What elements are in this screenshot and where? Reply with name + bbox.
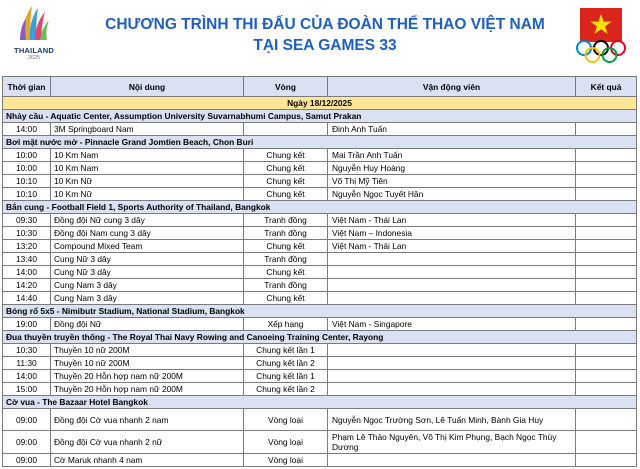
cell-event: 10 Km Nam — [51, 149, 244, 162]
cell-event: Thuyền 20 Hỗn hợp nam nữ 200M — [51, 383, 244, 396]
table-row — [3, 162, 637, 175]
cell-result — [576, 175, 637, 188]
logo-text: THAILAND — [14, 46, 54, 55]
schedule-table — [2, 76, 637, 467]
cell-round: Chung kết — [244, 149, 328, 162]
cell-athletes — [328, 454, 576, 467]
cell-round: Chung kết — [244, 240, 328, 253]
cell-athletes: Đinh Anh Tuấn — [328, 123, 576, 136]
cell-event: Compound Mixed Team — [51, 240, 244, 253]
cell-event: Đồng đội Nam cung 3 dây — [51, 227, 244, 240]
cell-round: Xếp hạng — [244, 318, 328, 331]
cell-result — [576, 123, 637, 136]
table-row — [3, 370, 637, 383]
cell-event: 10 Km Nữ — [51, 188, 244, 201]
venue-label: Cờ vua - The Bazaar Hotel Bangkok — [3, 396, 637, 409]
table-row — [3, 188, 637, 201]
cell-event: Đồng đội Nữ cung 3 dây — [51, 214, 244, 227]
cell-time: 13:20 — [3, 240, 51, 253]
cell-result — [576, 214, 637, 227]
cell-athletes — [328, 370, 576, 383]
cell-time: 10:10 — [3, 175, 51, 188]
cell-athletes — [328, 266, 576, 279]
cell-round: Vòng loại — [244, 409, 328, 431]
cell-round: Chung kết lần 2 — [244, 357, 328, 370]
table-row — [3, 149, 637, 162]
venue-row — [3, 396, 637, 409]
cell-athletes: Nguyễn Huy Hoàng — [328, 162, 576, 175]
cell-round: Vòng loại — [244, 454, 328, 467]
cell-athletes: Mai Trần Anh Tuấn — [328, 149, 576, 162]
cell-athletes: Nguyễn Ngọc Trường Sơn, Lê Tuấn Minh, Bành Gia Huy — [328, 409, 576, 431]
venue-label: Nhảy cầu - Aquatic Center, Assumption University Suvarnabhumi Campus, Samut Prakan — [3, 110, 637, 123]
cell-event: Đồng đội Nữ — [51, 318, 244, 331]
cell-event: 10 Km Nam — [51, 162, 244, 175]
cell-event: Cung Nam 3 dây — [51, 292, 244, 305]
title-line-2: TẠI SEA GAMES 33 — [253, 37, 397, 54]
table-row — [3, 214, 637, 227]
cell-event: Đồng đội Cờ vua nhanh 2 nữ — [51, 431, 244, 454]
cell-event: 10 Km Nữ — [51, 175, 244, 188]
table-row — [3, 292, 637, 305]
cell-result — [576, 357, 637, 370]
cell-time: 14:00 — [3, 266, 51, 279]
cell-time: 13:40 — [3, 253, 51, 266]
table-row — [3, 279, 637, 292]
venue-row — [3, 110, 637, 123]
cell-round: Chung kết — [244, 188, 328, 201]
cell-result — [576, 409, 637, 431]
venue-row — [3, 136, 637, 149]
cell-time: 09:00 — [3, 431, 51, 454]
cell-athletes — [328, 383, 576, 396]
header-event: Nội dung — [51, 77, 244, 97]
cell-athletes: Võ Thị Mỹ Tiên — [328, 175, 576, 188]
schedule-body — [3, 97, 637, 467]
cell-time: 11:30 — [3, 357, 51, 370]
cell-result — [576, 240, 637, 253]
cell-athletes — [328, 292, 576, 305]
sea-games-logo — [6, 4, 62, 64]
cell-time: 14:20 — [3, 279, 51, 292]
cell-event: Thuyền 10 nữ 200M — [51, 344, 244, 357]
cell-round: Tranh đồng — [244, 227, 328, 240]
cell-result — [576, 292, 637, 305]
venue-row — [3, 331, 637, 344]
cell-event: Cờ Maruk nhanh 4 nam — [51, 454, 244, 467]
table-row — [3, 357, 637, 370]
cell-round: Chung kết — [244, 162, 328, 175]
cell-time: 15:00 — [3, 383, 51, 396]
cell-time: 09:30 — [3, 214, 51, 227]
cell-event: Cung Nữ 3 dây — [51, 266, 244, 279]
venue-label: Bơi mặt nước mở - Pinnacle Grand Jomtien Beach, Chon Buri — [3, 136, 637, 149]
cell-result — [576, 149, 637, 162]
cell-time: 09:00 — [3, 409, 51, 431]
header-time: Thời gian — [3, 77, 51, 97]
cell-athletes: Việt Nam – Indonesia — [328, 227, 576, 240]
cell-athletes: Nguyễn Ngọc Tuyết Hân — [328, 188, 576, 201]
cell-round: Chung kết lần 1 — [244, 344, 328, 357]
cell-athletes — [328, 357, 576, 370]
cell-event: Cung Nữ 3 dây — [51, 253, 244, 266]
cell-time: 10:00 — [3, 149, 51, 162]
header-athletes: Vận động viên — [328, 77, 576, 97]
logo-year: 2025 — [27, 55, 41, 61]
cell-time: 14:00 — [3, 370, 51, 383]
cell-round: Chung kết — [244, 266, 328, 279]
cell-time: 10:30 — [3, 344, 51, 357]
cell-result — [576, 266, 637, 279]
venue-row — [3, 305, 637, 318]
cell-round: Vòng loại — [244, 431, 328, 454]
cell-round: Tranh đồng — [244, 253, 328, 266]
cell-result — [576, 162, 637, 175]
cell-time: 10:00 — [3, 162, 51, 175]
header-result: Kết quả — [576, 77, 637, 97]
table-row — [3, 383, 637, 396]
table-row — [3, 344, 637, 357]
table-row — [3, 227, 637, 240]
page-header — [0, 0, 640, 72]
cell-round: Tranh đồng — [244, 279, 328, 292]
table-row — [3, 240, 637, 253]
table-row — [3, 431, 637, 454]
table-row — [3, 253, 637, 266]
cell-result — [576, 454, 637, 467]
table-row — [3, 409, 637, 431]
cell-event: Thuyền 20 Hỗn hợp nam nữ 200M — [51, 370, 244, 383]
cell-athletes: Phạm Lê Thảo Nguyên, Võ Thị Kim Phụng, Bạch Ngọc Thùy Dương — [328, 431, 576, 454]
cell-result — [576, 383, 637, 396]
cell-round: Chung kết lần 1 — [244, 370, 328, 383]
cell-event: Cung Nam 3 dây — [51, 279, 244, 292]
day-row — [3, 97, 637, 110]
cell-result — [576, 370, 637, 383]
cell-round — [244, 123, 328, 136]
table-row — [3, 318, 637, 331]
cell-round: Chung kết — [244, 175, 328, 188]
olympic-committee-logo — [572, 6, 634, 66]
venue-row — [3, 201, 637, 214]
cell-athletes — [328, 253, 576, 266]
cell-result — [576, 279, 637, 292]
cell-event: 3M Springboard Nam — [51, 123, 244, 136]
cell-round: Chung kết — [244, 292, 328, 305]
cell-result — [576, 431, 637, 454]
cell-round: Chung kết lần 2 — [244, 383, 328, 396]
cell-result — [576, 318, 637, 331]
venue-label: Bắn cung - Football Field 1, Sports Authority of Thailand, Bangkok — [3, 201, 637, 214]
cell-athletes: Việt Nam - Thái Lan — [328, 214, 576, 227]
cell-result — [576, 253, 637, 266]
cell-result — [576, 344, 637, 357]
cell-result — [576, 227, 637, 240]
cell-time: 10:30 — [3, 227, 51, 240]
cell-round: Tranh đồng — [244, 214, 328, 227]
table-row — [3, 266, 637, 279]
title-line-1: CHƯƠNG TRÌNH THI ĐẤU CỦA ĐOÀN THỂ THAO VIỆT NAM — [105, 16, 545, 33]
venue-label: Bóng rổ 5x5 - Nimibutr Stadium, National Stadium, Bangkok — [3, 305, 637, 318]
cell-time: 14:00 — [3, 123, 51, 136]
cell-result — [576, 188, 637, 201]
venue-label: Đua thuyền truyền thống - The Royal Thai Navy Rowing and Canoeing Training Center, Rayong — [3, 331, 637, 344]
table-header-row — [3, 77, 637, 97]
cell-time: 14:40 — [3, 292, 51, 305]
cell-time: 10:10 — [3, 188, 51, 201]
cell-athletes: Việt Nam - Thái Lan — [328, 240, 576, 253]
table-row — [3, 454, 637, 467]
cell-event: Thuyền 10 nữ 200M — [51, 357, 244, 370]
table-row — [3, 123, 637, 136]
cell-athletes — [328, 344, 576, 357]
cell-time: 09:00 — [3, 454, 51, 467]
sea-games-thailand-logo-icon — [18, 4, 50, 44]
vietnam-olympic-committee-logo-icon — [572, 6, 634, 66]
header-round: Vòng — [244, 77, 328, 97]
cell-time: 19:00 — [3, 318, 51, 331]
table-row — [3, 175, 637, 188]
day-label: Ngày 18/12/2025 — [3, 97, 637, 110]
cell-athletes: Việt Nam - Singapore — [328, 318, 576, 331]
cell-event: Đồng đội Cờ vua nhanh 2 nam — [51, 409, 244, 431]
page-title — [90, 14, 560, 56]
cell-athletes — [328, 279, 576, 292]
